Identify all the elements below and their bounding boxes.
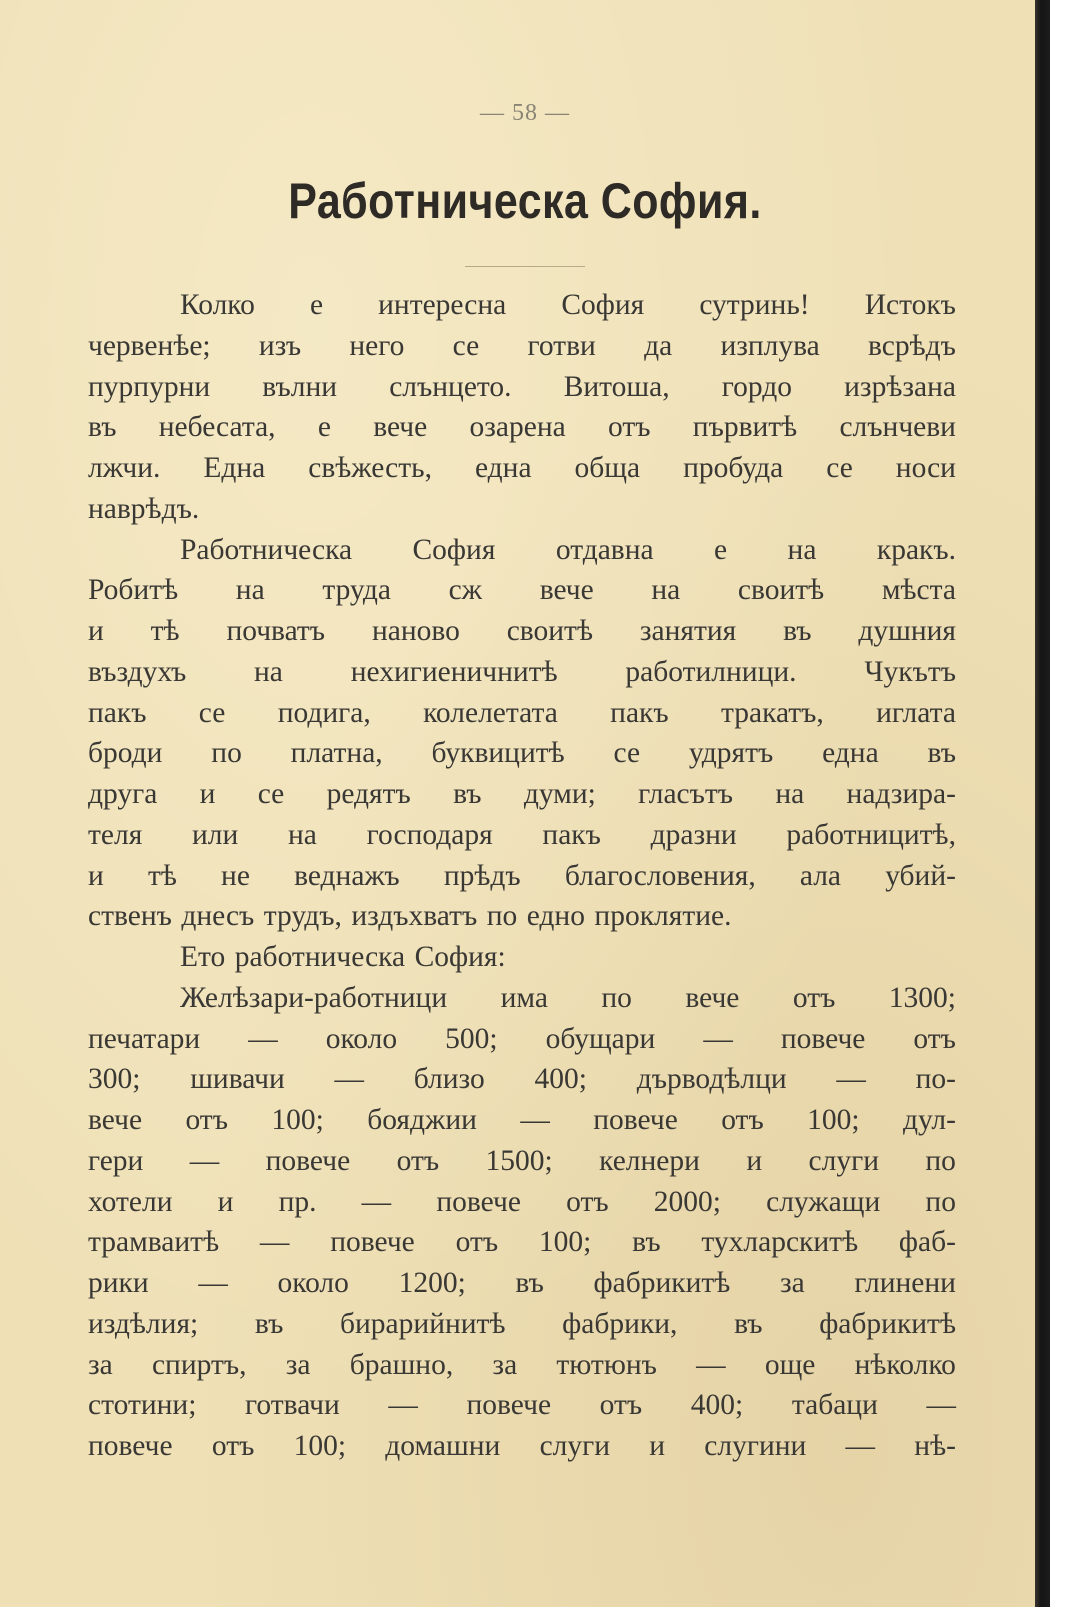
word: прѣдъ	[443, 859, 521, 892]
word: отъ	[608, 411, 651, 444]
word: е	[714, 533, 728, 566]
word: и	[88, 859, 104, 892]
word: една	[474, 452, 532, 484]
word: и	[746, 1144, 763, 1177]
word: още	[764, 1348, 816, 1381]
word: иглата	[876, 696, 956, 729]
word: 400;	[534, 1063, 587, 1096]
text-line	[88, 367, 956, 408]
word: отъ	[185, 1104, 228, 1136]
word: днесъ	[181, 900, 255, 933]
word: издъхватъ	[351, 900, 478, 933]
word: за	[779, 1267, 805, 1299]
word: —	[248, 1022, 278, 1055]
text-line	[88, 1182, 956, 1223]
word: проклятие.	[594, 900, 732, 933]
word: 100;	[293, 1430, 347, 1462]
title-divider	[465, 266, 585, 267]
word: сж	[448, 574, 483, 607]
word: отдавна	[555, 533, 654, 566]
word: —	[388, 1389, 418, 1422]
word: Ето	[180, 941, 226, 973]
word: отъ	[455, 1226, 499, 1259]
word: Истокъ	[864, 289, 956, 321]
word: фабрикитѣ	[819, 1307, 956, 1340]
word: отъ	[913, 1022, 956, 1055]
word: по	[211, 737, 242, 770]
word: по	[601, 981, 632, 1014]
text-line	[88, 285, 956, 326]
word: на	[651, 574, 681, 607]
word: Витоша,	[563, 370, 670, 403]
word: да	[644, 329, 673, 362]
word: отъ	[566, 1185, 609, 1218]
word: работническа	[234, 941, 406, 973]
word: пробуда	[683, 452, 784, 484]
word: работилници.	[625, 655, 797, 688]
word: на	[288, 818, 317, 851]
word: господаря	[366, 818, 493, 851]
text-line	[88, 1141, 956, 1182]
word: повече	[265, 1144, 351, 1177]
word: и	[649, 1430, 666, 1462]
word: фаб-	[898, 1226, 956, 1259]
word: на	[775, 778, 805, 810]
word: трамваитѣ	[88, 1226, 220, 1259]
word: въздухъ	[88, 655, 187, 688]
text-line	[88, 693, 956, 734]
word: е	[317, 411, 331, 444]
word: своитѣ	[506, 615, 593, 647]
word: благословения,	[564, 859, 756, 892]
word: 100;	[271, 1104, 324, 1136]
word: хотели	[88, 1185, 173, 1218]
word: шивачи	[190, 1063, 285, 1096]
word: гордо	[721, 370, 792, 403]
word: на	[254, 655, 283, 688]
word: веднажъ	[294, 859, 400, 892]
word: бирарийнитѣ	[340, 1307, 506, 1340]
word: пурпурни	[88, 370, 211, 403]
page-number: — 58 —	[480, 100, 570, 126]
word: Чукътъ	[864, 655, 956, 688]
word: вече	[88, 1104, 143, 1136]
word: изрѣзана	[844, 370, 956, 403]
word: брашно,	[349, 1348, 454, 1381]
text-line	[88, 1222, 956, 1263]
text-line	[88, 448, 956, 489]
text-line	[88, 1345, 956, 1386]
word: Желѣзари-работници	[180, 981, 448, 1014]
word: изплува	[720, 329, 820, 362]
word: дразни	[650, 818, 737, 851]
word: въ	[515, 1267, 544, 1299]
word: фабрики,	[562, 1307, 678, 1340]
word: табаци	[791, 1389, 878, 1422]
word: близо	[413, 1063, 485, 1096]
word: всрѣдъ	[868, 329, 956, 362]
word: глинени	[854, 1267, 956, 1299]
text-line	[88, 652, 956, 693]
word: нехигиеничнитѣ	[350, 655, 558, 688]
word: фабрикитѣ	[593, 1267, 731, 1299]
word: обущари	[545, 1022, 656, 1055]
word: издѣлия;	[88, 1307, 199, 1340]
word: друга	[88, 778, 158, 810]
word: 100;	[807, 1104, 860, 1136]
word: за	[88, 1348, 113, 1381]
word: —	[334, 1063, 365, 1096]
word: —	[703, 1022, 733, 1055]
body-text	[88, 285, 956, 1467]
word: червенѣе;	[88, 329, 211, 362]
word: 300;	[88, 1063, 141, 1096]
word: Колко	[180, 289, 255, 321]
word: наново	[371, 615, 460, 647]
text-line	[88, 1019, 956, 1060]
word: 100;	[538, 1226, 592, 1259]
word: се	[198, 696, 226, 729]
word: платна,	[290, 737, 383, 770]
word: гласътъ	[638, 778, 734, 810]
word: не	[221, 859, 250, 892]
word: Робитѣ	[88, 574, 179, 607]
word: Една	[203, 452, 266, 484]
word: редятъ	[326, 778, 411, 810]
word: София:	[414, 941, 506, 973]
page-edge-shadow	[1035, 0, 1050, 1607]
word: отъ	[792, 981, 836, 1014]
text-line	[88, 856, 956, 897]
word: озарена	[469, 411, 566, 444]
word: по	[486, 900, 518, 933]
text-line	[88, 815, 956, 856]
word: готви	[527, 329, 596, 362]
word: вълни	[262, 370, 338, 403]
word: и	[88, 615, 104, 647]
word: пр.	[278, 1185, 317, 1218]
word: носи	[895, 452, 956, 484]
word: ала	[799, 859, 842, 892]
word: своитѣ	[737, 574, 825, 607]
word: за	[492, 1348, 518, 1381]
word: повече	[466, 1389, 552, 1422]
word: тухларскитѣ	[701, 1226, 859, 1259]
word: думи;	[523, 778, 596, 810]
word: келнери	[599, 1144, 700, 1177]
word: първитѣ	[692, 411, 798, 444]
word: лжчи.	[88, 452, 161, 484]
text-line	[88, 1263, 956, 1304]
chapter-title: Работническа София.	[288, 173, 762, 229]
text-line	[88, 611, 956, 652]
word: вече	[373, 411, 428, 444]
text-line	[88, 1426, 956, 1467]
word: отъ	[721, 1104, 764, 1136]
word: се	[613, 737, 641, 770]
word: —	[259, 1226, 290, 1259]
word: занятия	[639, 615, 737, 647]
word: 1500;	[485, 1144, 553, 1177]
word: по-	[915, 1063, 956, 1096]
text-line	[88, 1100, 956, 1141]
word: слугини	[704, 1430, 807, 1462]
word: удрятъ	[688, 737, 774, 770]
word: почватъ	[226, 615, 326, 647]
word: се	[826, 452, 853, 484]
word: служащи	[766, 1185, 881, 1218]
word: повече	[330, 1226, 415, 1259]
word: въ	[632, 1226, 661, 1259]
text-line	[88, 1385, 956, 1426]
word: рики	[88, 1267, 149, 1299]
word: дърводѣлци	[636, 1063, 787, 1096]
word: него	[349, 329, 405, 362]
word: тѣ	[150, 615, 180, 647]
word: въ	[453, 778, 482, 810]
word: 500;	[445, 1022, 498, 1055]
word: тѣ	[147, 859, 177, 892]
word: спиртъ,	[151, 1348, 247, 1381]
word: —	[926, 1389, 956, 1422]
word: и	[217, 1185, 234, 1218]
word: на	[235, 574, 265, 607]
text-line	[88, 733, 956, 774]
word: 1300;	[888, 981, 956, 1014]
word: пакъ	[610, 696, 669, 729]
word: труда	[322, 574, 391, 607]
word: подига,	[277, 696, 371, 729]
word: —	[836, 1063, 866, 1096]
word: —	[198, 1267, 228, 1299]
word: София	[561, 289, 645, 321]
text-line	[88, 978, 956, 1019]
word: дул-	[902, 1104, 956, 1136]
word: и	[199, 778, 216, 810]
word: буквицитѣ	[431, 737, 565, 770]
text-line	[88, 1059, 956, 1100]
word: отъ	[396, 1144, 440, 1177]
word: едно	[526, 900, 585, 933]
word: въ	[734, 1307, 763, 1340]
word: печатари	[88, 1022, 201, 1055]
word: слънчеви	[839, 411, 956, 444]
word: около	[325, 1022, 398, 1055]
word: —	[696, 1348, 726, 1381]
word: трудъ,	[263, 900, 342, 933]
word: отъ	[211, 1430, 255, 1462]
word: повече	[593, 1104, 678, 1136]
word: ственъ	[88, 900, 172, 933]
text-line	[88, 407, 956, 448]
word: гери	[88, 1144, 144, 1177]
word: слуги	[539, 1430, 611, 1462]
word: на	[787, 533, 817, 566]
word: наврѣдъ.	[88, 492, 200, 525]
word: вече	[685, 981, 740, 1014]
word: —	[520, 1104, 550, 1136]
word: има	[500, 981, 548, 1014]
word: душния	[858, 615, 956, 647]
word: по	[925, 1185, 956, 1218]
word: се	[257, 778, 285, 810]
word: колелетата	[423, 696, 558, 729]
word: бояджии	[367, 1104, 477, 1136]
word: —	[189, 1144, 220, 1177]
text-line	[88, 937, 956, 978]
word: е	[309, 289, 324, 321]
word: слънцето.	[389, 370, 512, 403]
text-line	[88, 896, 956, 937]
word: обща	[574, 452, 641, 484]
word: —	[845, 1430, 876, 1462]
word: повече	[436, 1185, 521, 1218]
word: убий-	[885, 859, 956, 892]
word: пакъ	[542, 818, 601, 851]
word: изъ	[258, 329, 302, 362]
word: въ	[783, 615, 812, 647]
word: тютюнъ	[556, 1348, 657, 1381]
word: сутринь!	[699, 289, 810, 321]
word: въ	[927, 737, 956, 770]
word: домашни	[385, 1430, 501, 1462]
word: Работническа	[180, 533, 353, 566]
word: отъ	[599, 1389, 643, 1422]
word: 2000;	[653, 1185, 721, 1218]
word: вече	[539, 574, 594, 607]
word: мѣста	[881, 574, 956, 607]
text-line	[88, 1304, 956, 1345]
word: слуги	[808, 1144, 879, 1177]
text-line	[88, 570, 956, 611]
word: работницитѣ,	[786, 818, 956, 851]
word: интересна	[378, 289, 507, 321]
text-line	[88, 774, 956, 815]
word: нѣколко	[854, 1348, 956, 1381]
word: пакъ	[88, 696, 147, 729]
text-line	[88, 326, 956, 367]
word: въ	[88, 411, 117, 444]
word: повече	[780, 1022, 866, 1055]
word: 1200;	[398, 1267, 466, 1299]
word: броди	[88, 737, 163, 770]
text-line	[88, 489, 956, 530]
word: една	[822, 737, 879, 770]
word: по	[925, 1144, 956, 1177]
word: свѣжесть,	[308, 452, 432, 484]
word: нѣ-	[914, 1430, 956, 1462]
word: въ	[254, 1307, 284, 1340]
word: небесата,	[158, 411, 276, 444]
word: за	[285, 1348, 311, 1381]
word: 400;	[690, 1389, 744, 1422]
text-line	[88, 530, 956, 571]
word: се	[452, 329, 480, 362]
word: повече	[88, 1430, 173, 1462]
word: стотини;	[88, 1389, 197, 1422]
word: кракъ.	[876, 533, 956, 566]
word: около	[277, 1267, 349, 1299]
word: или	[192, 818, 239, 851]
word: тракатъ,	[720, 696, 824, 729]
word: надзира-	[846, 778, 956, 810]
word: теля	[88, 818, 143, 851]
word: —	[361, 1185, 392, 1218]
word: готвачи	[245, 1389, 340, 1422]
word: София	[412, 533, 496, 566]
